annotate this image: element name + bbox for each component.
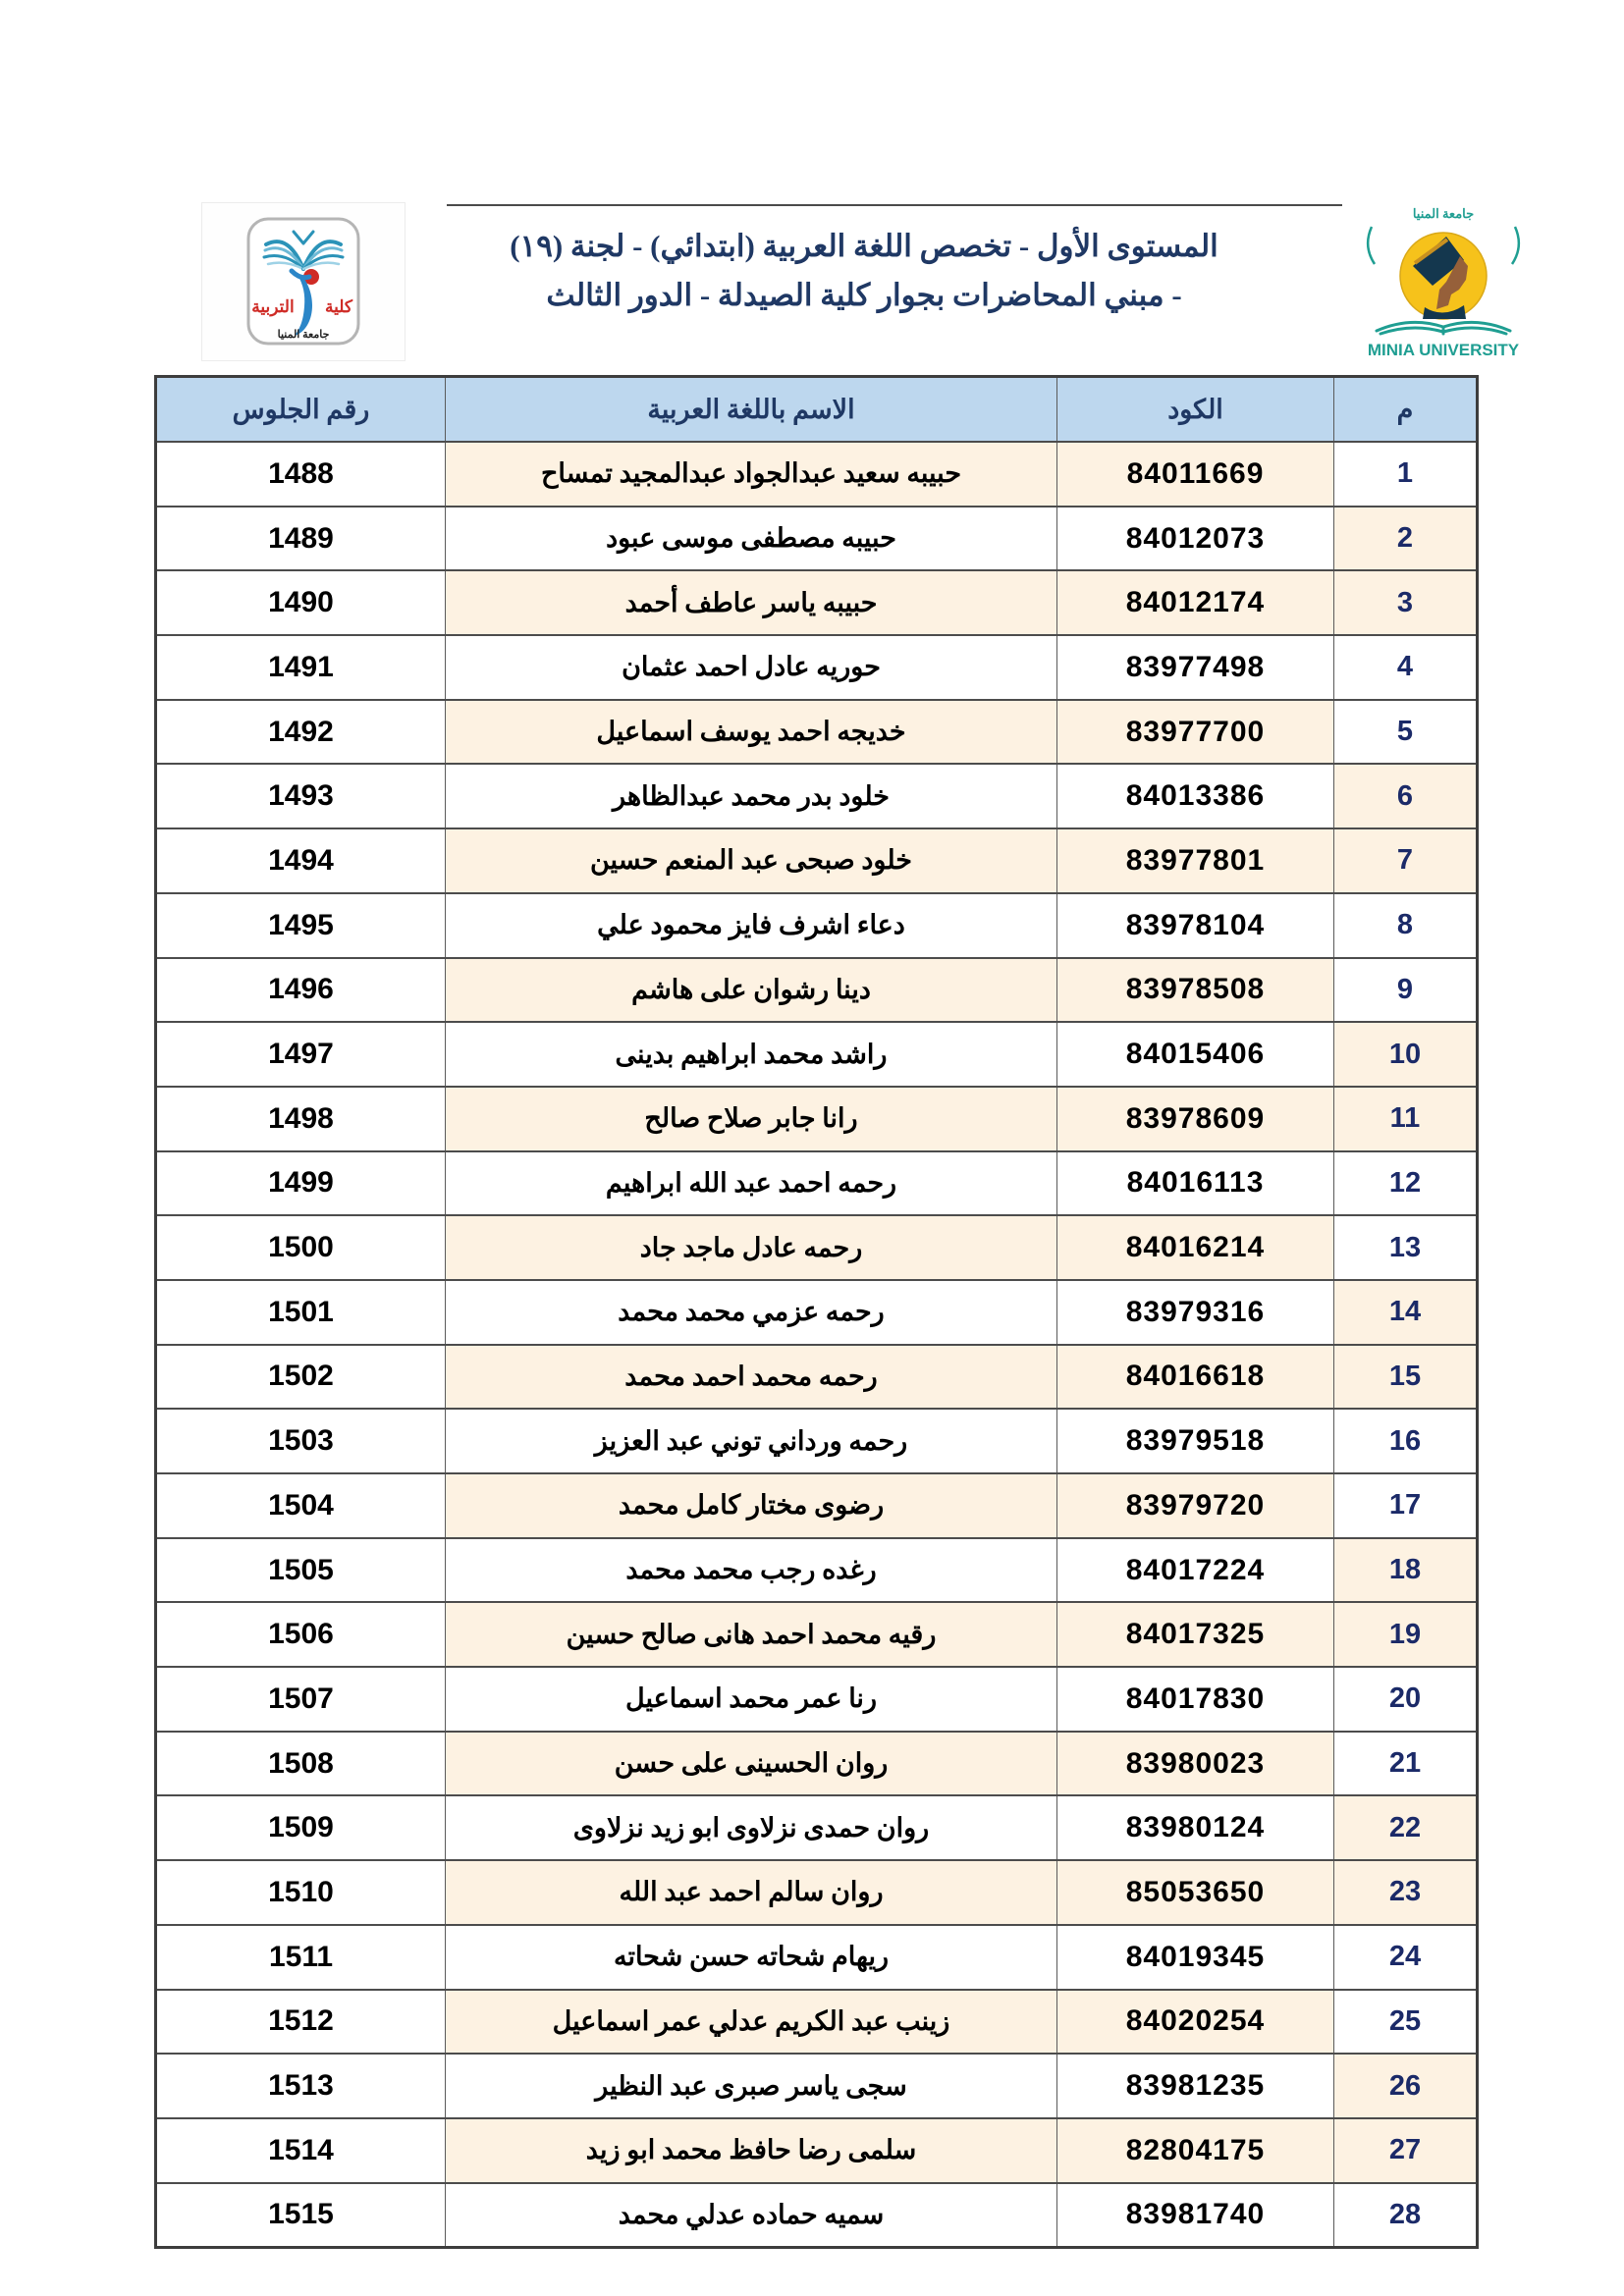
table-row	[156, 764, 1478, 828]
table-row	[156, 1215, 1478, 1280]
row-index-cell: 20	[1334, 1667, 1478, 1732]
seat-number-cell: 1495	[156, 893, 446, 958]
student-name-cell: زينب عبد الكريم عدلي عمر اسماعيل	[446, 1990, 1057, 2055]
seat-number-cell: 1512	[156, 1990, 446, 2055]
university-text-english: MINIA UNIVERSITY	[1367, 341, 1520, 359]
code-cell: 83981235	[1057, 2054, 1334, 2118]
code-cell: 84016113	[1057, 1151, 1334, 1216]
student-name-cell: رحمه عزمي محمد محمد	[446, 1280, 1057, 1345]
table-row	[156, 828, 1478, 893]
row-index-cell: 10	[1334, 1022, 1478, 1087]
row-index-cell: 23	[1334, 1860, 1478, 1925]
seat-number-cell: 1491	[156, 635, 446, 700]
table-row	[156, 1602, 1478, 1667]
code-cell: 84017830	[1057, 1667, 1334, 1732]
student-name-cell: دعاء اشرف فايز محمود علي	[446, 893, 1057, 958]
seat-number-cell: 1514	[156, 2118, 446, 2183]
code-cell: 84016214	[1057, 1215, 1334, 1280]
student-name-cell: سجى ياسر صبرى عبد النظير	[446, 2054, 1057, 2118]
student-name-cell: رحمه احمد عبد الله ابراهيم	[446, 1151, 1057, 1216]
student-name-cell: خلود بدر محمد عبدالظاهر	[446, 764, 1057, 828]
row-index-cell: 1	[1334, 442, 1478, 507]
student-name-cell: رنا عمر محمد اسماعيل	[446, 1667, 1057, 1732]
code-cell: 83978508	[1057, 958, 1334, 1023]
row-index-cell: 25	[1334, 1990, 1478, 2055]
title-line-1: المستوى الأول - تخصص اللغة العربية (ابتدائي) - لجنة (١٩)	[510, 229, 1218, 263]
seat-number-cell: 1496	[156, 958, 446, 1023]
row-index-cell: 17	[1334, 1473, 1478, 1538]
row-index-cell: 21	[1334, 1732, 1478, 1796]
code-cell: 82804175	[1057, 2118, 1334, 2183]
row-index-cell: 9	[1334, 958, 1478, 1023]
code-cell: 85053650	[1057, 1860, 1334, 1925]
student-name-cell: خديجه احمد يوسف اسماعيل	[446, 700, 1057, 765]
code-cell: 83977700	[1057, 700, 1334, 765]
row-index-cell: 8	[1334, 893, 1478, 958]
code-cell: 83977498	[1057, 635, 1334, 700]
table-row	[156, 1087, 1478, 1151]
seat-number-cell: 1499	[156, 1151, 446, 1216]
row-index-cell: 28	[1334, 2183, 1478, 2248]
code-cell: 84011669	[1057, 442, 1334, 507]
code-cell: 84012073	[1057, 507, 1334, 571]
seat-number-cell: 1508	[156, 1732, 446, 1796]
code-cell: 84013386	[1057, 764, 1334, 828]
row-index-cell: 19	[1334, 1602, 1478, 1667]
table-row	[156, 442, 1478, 507]
university-text-arabic: جامعة المنيا	[1412, 206, 1475, 221]
table-row	[156, 1795, 1478, 1860]
seat-number-cell: 1494	[156, 828, 446, 893]
code-cell: 84012174	[1057, 570, 1334, 635]
row-index-cell: 14	[1334, 1280, 1478, 1345]
student-name-cell: روان سالم احمد عبد الله	[446, 1860, 1057, 1925]
seat-number-cell: 1488	[156, 442, 446, 507]
seat-number-cell: 1500	[156, 1215, 446, 1280]
row-index-cell: 3	[1334, 570, 1478, 635]
faculty-text-right: كلية	[325, 297, 352, 316]
code-cell: 84016618	[1057, 1345, 1334, 1410]
row-index-cell: 7	[1334, 828, 1478, 893]
student-name-cell: حبيبه ياسر عاطف أحمد	[446, 570, 1057, 635]
table-row	[156, 507, 1478, 571]
seat-number-cell: 1515	[156, 2183, 446, 2248]
code-cell: 84015406	[1057, 1022, 1334, 1087]
table-row	[156, 958, 1478, 1023]
seat-number-cell: 1511	[156, 1925, 446, 1990]
seat-number-cell: 1492	[156, 700, 446, 765]
seat-number-cell: 1502	[156, 1345, 446, 1410]
seat-number-cell: 1509	[156, 1795, 446, 1860]
faculty-text-left: التربية	[251, 297, 295, 316]
student-name-cell: حبيبه سعيد عبدالجواد عبدالمجيد تمساح	[446, 442, 1057, 507]
minia-university-logo	[1355, 202, 1532, 361]
table-row	[156, 1732, 1478, 1796]
table-row	[156, 1538, 1478, 1603]
code-cell: 83977801	[1057, 828, 1334, 893]
code-cell: 84017325	[1057, 1602, 1334, 1667]
university-logo-graphic	[1356, 203, 1531, 360]
column-header-code: الكود	[1057, 377, 1334, 443]
column-header-seat-number: رقم الجلوس	[156, 377, 446, 443]
table-row	[156, 1151, 1478, 1216]
student-name-cell: خلود صبحى عبد المنعم حسين	[446, 828, 1057, 893]
table-row	[156, 1280, 1478, 1345]
row-index-cell: 5	[1334, 700, 1478, 765]
seat-number-cell: 1498	[156, 1087, 446, 1151]
seat-number-cell: 1513	[156, 2054, 446, 2118]
code-cell: 83981740	[1057, 2183, 1334, 2248]
student-name-cell: رانا جابر صلاح صالح	[446, 1087, 1057, 1151]
faculty-logo-graphic	[233, 216, 374, 347]
table-row	[156, 1667, 1478, 1732]
seat-number-cell: 1497	[156, 1022, 446, 1087]
column-header-row-index: م	[1334, 377, 1478, 443]
faculty-text-sub: جامعة المنيا	[277, 329, 330, 341]
seat-number-cell: 1490	[156, 570, 446, 635]
row-index-cell: 26	[1334, 2054, 1478, 2118]
table-header-row	[156, 377, 1478, 443]
table-row	[156, 570, 1478, 635]
code-cell: 83980023	[1057, 1732, 1334, 1796]
row-index-cell: 12	[1334, 1151, 1478, 1216]
table-row	[156, 2054, 1478, 2118]
student-name-cell: رحمه محمد احمد محمد	[446, 1345, 1057, 1410]
table-row	[156, 2183, 1478, 2248]
student-name-cell: رحمه عادل ماجد جاد	[446, 1215, 1057, 1280]
faculty-of-education-logo	[201, 202, 406, 361]
student-name-cell: روان حمدى نزلاوى ابو زيد نزلاوى	[446, 1795, 1057, 1860]
title-line-2: - مبني المحاضرات بجوار كلية الصيدلة - الدور الثالث	[546, 278, 1182, 313]
student-name-cell: سلمى رضا حافظ محمد ابو زيد	[446, 2118, 1057, 2183]
table-row	[156, 1860, 1478, 1925]
table-row	[156, 1409, 1478, 1473]
table-row	[156, 1925, 1478, 1990]
seat-number-cell: 1501	[156, 1280, 446, 1345]
student-name-cell: سميه حماده عدلي محمد	[446, 2183, 1057, 2248]
seat-number-cell: 1506	[156, 1602, 446, 1667]
student-name-cell: رغده رجب محمد محمد	[446, 1538, 1057, 1603]
code-cell: 84017224	[1057, 1538, 1334, 1603]
student-name-cell: دينا رشوان على هاشم	[446, 958, 1057, 1023]
row-index-cell: 24	[1334, 1925, 1478, 1990]
row-index-cell: 13	[1334, 1215, 1478, 1280]
table-row	[156, 1345, 1478, 1410]
table-row	[156, 635, 1478, 700]
table-row	[156, 700, 1478, 765]
page-title	[422, 222, 1306, 320]
seat-number-cell: 1507	[156, 1667, 446, 1732]
code-cell: 83979720	[1057, 1473, 1334, 1538]
row-index-cell: 6	[1334, 764, 1478, 828]
row-index-cell: 4	[1334, 635, 1478, 700]
table-row	[156, 893, 1478, 958]
seat-number-cell: 1489	[156, 507, 446, 571]
seat-number-cell: 1510	[156, 1860, 446, 1925]
row-index-cell: 16	[1334, 1409, 1478, 1473]
student-name-cell: رحمه ورداني توني عبد العزيز	[446, 1409, 1057, 1473]
row-index-cell: 11	[1334, 1087, 1478, 1151]
header-divider	[447, 204, 1342, 206]
table-row	[156, 1473, 1478, 1538]
seat-number-cell: 1504	[156, 1473, 446, 1538]
student-name-cell: روان الحسينى على حسن	[446, 1732, 1057, 1796]
student-name-cell: حوريه عادل احمد عثمان	[446, 635, 1057, 700]
code-cell: 84020254	[1057, 1990, 1334, 2055]
student-name-cell: حبيبه مصطفى موسى عبود	[446, 507, 1057, 571]
row-index-cell: 18	[1334, 1538, 1478, 1603]
code-cell: 83979316	[1057, 1280, 1334, 1345]
seat-number-cell: 1493	[156, 764, 446, 828]
seat-number-cell: 1503	[156, 1409, 446, 1473]
row-index-cell: 2	[1334, 507, 1478, 571]
row-index-cell: 15	[1334, 1345, 1478, 1410]
code-cell: 83979518	[1057, 1409, 1334, 1473]
student-name-cell: ريهام شحاته حسن شحاته	[446, 1925, 1057, 1990]
column-header-arabic-name: الاسم باللغة العربية	[446, 377, 1057, 443]
table-row	[156, 1990, 1478, 2055]
code-cell: 83978609	[1057, 1087, 1334, 1151]
row-index-cell: 27	[1334, 2118, 1478, 2183]
student-name-cell: رقيه محمد احمد هانى صالح حسين	[446, 1602, 1057, 1667]
code-cell: 83978104	[1057, 893, 1334, 958]
table-row	[156, 2118, 1478, 2183]
table-row	[156, 1022, 1478, 1087]
student-name-cell: رضوى مختار كامل محمد	[446, 1473, 1057, 1538]
code-cell: 83980124	[1057, 1795, 1334, 1860]
table-body	[156, 442, 1478, 2248]
student-name-cell: راشد محمد ابراهيم بدينى	[446, 1022, 1057, 1087]
row-index-cell: 22	[1334, 1795, 1478, 1860]
roster-table	[154, 375, 1479, 2249]
code-cell: 84019345	[1057, 1925, 1334, 1990]
seat-number-cell: 1505	[156, 1538, 446, 1603]
